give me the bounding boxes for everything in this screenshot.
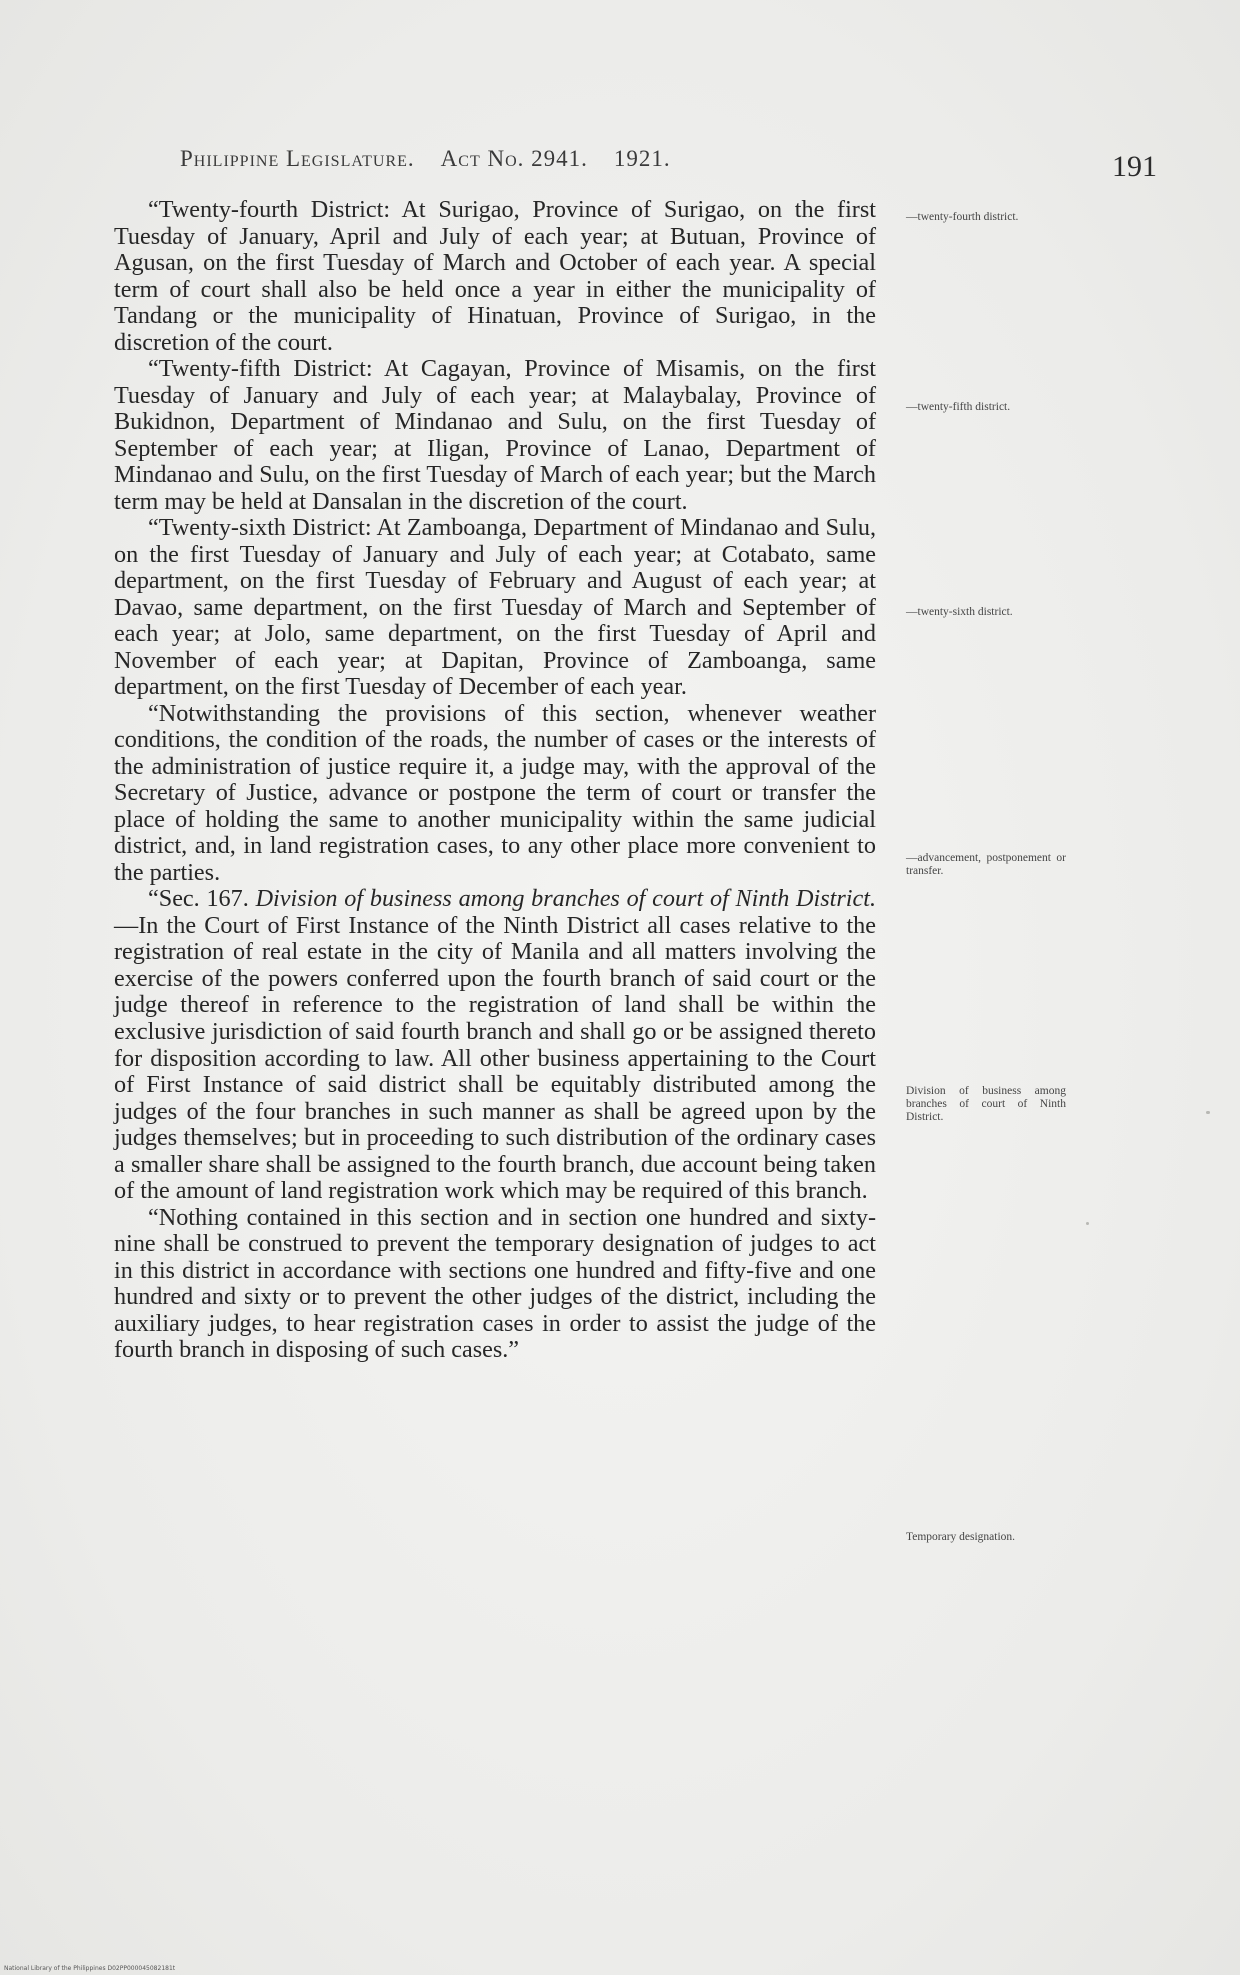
paragraph-twenty-sixth-district: “Twenty-sixth District: At Zamboanga, Department of Mindanao and Sulu, on the first Tuesday of January and July of each year; at Cotabato, same department, on the first Tuesday of February and August of each year; at Davao, same department, on the first Tuesday of March and September of each year; at Jolo, same department, on the first Tuesday of April and November of each year; at Dapitan, Province of Zamboanga, same department, on the first Tuesday of December of each year. <box>114 514 876 701</box>
margin-note-twenty-fifth: —twenty-fifth district. <box>906 401 1011 413</box>
margin-note-advancement: —advancement, postponement or transfer. <box>906 852 1066 878</box>
body-text <box>114 197 876 1364</box>
section-lead: “Sec. 167. <box>148 885 249 913</box>
paragraph-nothing-contained: “Nothing contained in this section and in section one hundred and sixty-nine shall be construed to prevent the temporary designation of judges to act in this district in accordance with sections one hundred and fifty-five and one hundred and sixty or to prevent the other judges of the district, including the auxiliary judges, to hear registration cases in order to assist the judge of the fourth branch in disposing of such cases.” <box>114 1203 876 1364</box>
paragraph-twenty-fifth-district: “Twenty-fifth District: At Cagayan, Province of Misamis, on the first Tuesday of January and July of each year; at Malaybalay, Province of Bukidnon, Department of Mindanao and Sulu, on the first Tuesday of September of each year; at Iligan, Province of Lanao, Department of Mindanao and Sulu, on the first Tuesday of March of each year; but the March term may be held at Dansalan in the discretion of the court. <box>114 355 876 515</box>
running-title-act: Act No. 2941. <box>440 146 588 171</box>
paragraph-section-167 <box>114 886 876 1204</box>
paragraph-notwithstanding: “Notwithstanding the provisions of this section, whenever weather conditions, the condition of the roads, the number of cases or the interests of the administration of justice require it, a judge may, with the approval of the Secretary of Justice, advance or postpone the term of court or transfer the place of holding the same to another municipality within the same judicial district, and, in land registration cases, to any other place more convenient to the parties. <box>114 699 876 886</box>
page-number: 191 <box>1112 150 1157 183</box>
margin-note-twenty-fourth: —twenty-fourth district. <box>906 211 1019 223</box>
footer-credit: National Library of the Philippines D02PP000045082181t <box>4 1965 176 1972</box>
margin-note-twenty-sixth: —twenty-sixth district. <box>906 606 1013 618</box>
margin-note-division-of-business: Division of business among branches of court of Ninth District. <box>906 1085 1066 1124</box>
paragraph-twenty-fourth-district: “Twenty-fourth District: At Surigao, Province of Surigao, on the first Tuesday of January, April and July of each year; at Butuan, Province of Agusan, on the first Tuesday of March and October of each year. A special term of court shall also be held once a year in either the municipality of Tandang or the municipality of Hinatuan, Province of Surigao, in the discretion of the court. <box>114 196 876 356</box>
running-head <box>180 146 671 172</box>
section-heading: Division of business among branches of court of Ninth District. <box>255 885 877 913</box>
paper-speck <box>1206 1111 1210 1114</box>
section-body: —In the Court of First Instance of the Ninth District all cases relative to the registration of real estate in the city of Manila and all matters involving the exercise of the powers conferred upon the fourth branch of said court or the judge thereof in reference to the registration of land shall be within the exclusive jurisdiction of said fourth branch and shall go or be assigned thereto for disposition according to law. All other business appertaining to the Court of First Instance of said district shall be equitably distributed among the judges of the four branches in such manner as shall be agreed upon by the judges themselves; but in proceeding to such distribution of the ordinary cases a smaller share shall be assigned to the fourth branch, due account being taken of the amount of land registration work which may be required of this branch. <box>114 911 876 1205</box>
running-title-year: 1921. <box>613 146 671 171</box>
running-title-legislature: Philippine Legislature. <box>180 146 415 171</box>
paper-speck <box>1086 1222 1089 1225</box>
margin-note-temporary-designation: Temporary designation. <box>906 1531 1016 1543</box>
